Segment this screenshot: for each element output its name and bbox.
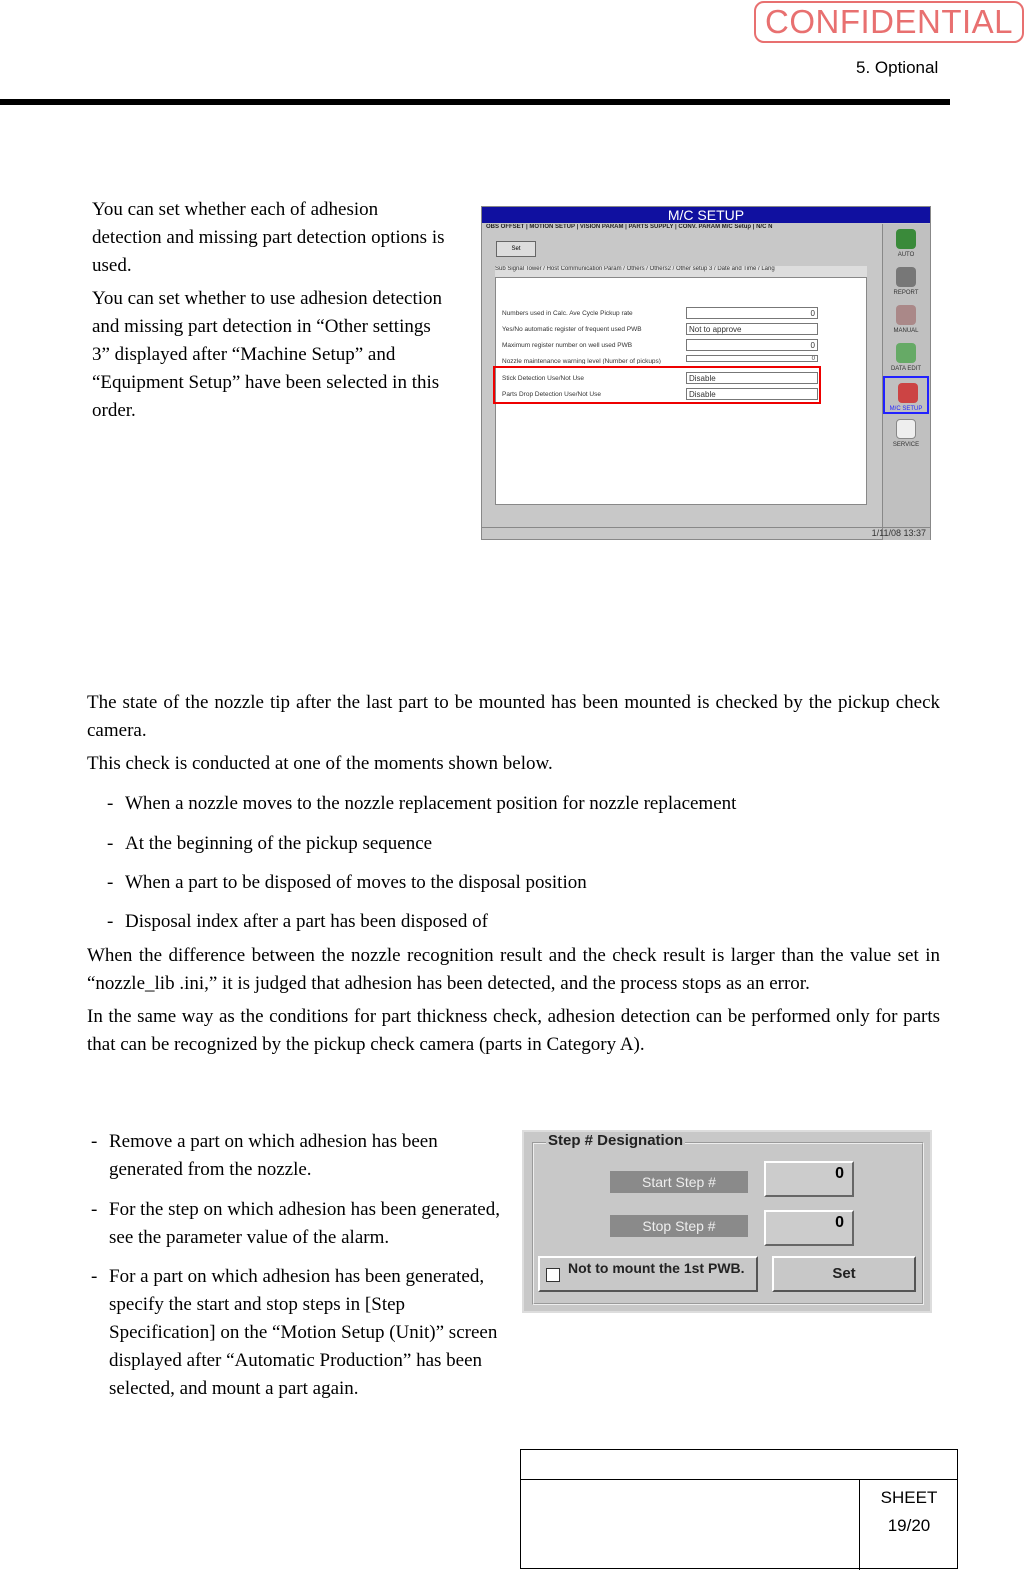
stop-step-value: 0 bbox=[764, 1210, 854, 1246]
set-button: Set bbox=[496, 241, 536, 257]
window-title: M/C SETUP bbox=[482, 207, 930, 223]
side-auto: AUTO bbox=[883, 224, 929, 262]
datetime: 1/11/08 13:37 bbox=[482, 527, 930, 540]
set-button: Set bbox=[772, 1256, 916, 1292]
setting-value: 0 bbox=[686, 339, 818, 351]
setting-value: 0 bbox=[686, 307, 818, 319]
side-mc-setup: M/C SETUP bbox=[883, 376, 929, 414]
setting-dropdown: Disable bbox=[686, 372, 818, 384]
list-item: - At the beginning of the pickup sequence bbox=[107, 833, 433, 854]
sheet-number: 19/20 bbox=[887, 1516, 931, 1535]
list-item: - Disposal index after a part has been disposed of bbox=[107, 911, 489, 932]
main-tabs: OBS OFFSET | MOTION SETUP | VISION PARAM | PARTS SUPPLY | CONV. PARAM M/C Setup | N/C N bbox=[486, 224, 773, 230]
start-step-value: 0 bbox=[764, 1161, 854, 1197]
body-paragraph-2: This check is conducted at one of the moments shown below. bbox=[87, 753, 553, 774]
confidential-stamp: CONFIDENTIAL bbox=[754, 1, 1024, 43]
mc-setup-screenshot bbox=[481, 206, 931, 540]
list-item: - When a part to be disposed of moves to the disposal position bbox=[107, 872, 587, 893]
setting-label: Numbers used in Calc. Ave Cycle Pickup rate bbox=[502, 310, 633, 317]
intro-paragraph-1: You can set whether each of adhesion detection and missing part detection options is used. bbox=[92, 199, 445, 276]
note-item: - Remove a part on which adhesion has been generated from the nozzle. bbox=[91, 1131, 438, 1180]
setting-label: Nozzle maintenance warning level (Number of pickups) bbox=[502, 358, 661, 364]
header-rule bbox=[0, 99, 950, 105]
side-report: REPORT bbox=[883, 262, 929, 300]
note-item: - For a part on which adhesion has been generated, specify the start and stop steps in [Step Specification] on the “Motion Setup (Unit)” screen displayed after “Automatic Production” has been selected, and mount a part again. bbox=[91, 1266, 498, 1399]
setting-label: Maximum register number on well used PWB bbox=[502, 342, 633, 349]
side-data-edit: DATA EDIT bbox=[883, 338, 929, 376]
side-manual: MANUAL bbox=[883, 300, 929, 338]
body-paragraph-3: When the difference between the nozzle recognition result and the check result is larger than the value set in “nozzle_lib .ini,” it is judged that adhesion has been detected, and the process stops as an error. bbox=[87, 945, 940, 994]
sheet-label: SHEET bbox=[880, 1488, 938, 1507]
stop-step-label: Stop Step # bbox=[610, 1215, 748, 1237]
body-paragraph-4: In the same way as the conditions for part thickness check, adhesion detection can be performed only for parts that can be recognized by the pickup check camera (parts in Category A). bbox=[87, 1006, 940, 1055]
step-designation-panel bbox=[522, 1130, 932, 1313]
intro-paragraph-2: You can set whether to use adhesion detection and missing part detection in “Other settings 3” displayed after “Machine Setup” and “Equipment Setup” have been selected in this order. bbox=[92, 288, 443, 421]
setting-label: Stick Detection Use/Not Use bbox=[502, 375, 585, 382]
setting-label: Parts Drop Detection Use/Not Use bbox=[502, 391, 601, 398]
section-title: 5. Optional bbox=[856, 58, 939, 77]
body-paragraph-1: The state of the nozzle tip after the last part to be mounted has been mounted is checked by the pickup check camera. bbox=[87, 692, 940, 741]
setting-dropdown: Not to approve bbox=[686, 323, 818, 335]
side-menu bbox=[882, 224, 930, 540]
list-item: - When a nozzle moves to the nozzle replacement position for nozzle replacement bbox=[107, 793, 737, 814]
not-mount-first-checkbox: Not to mount the 1st PWB. bbox=[538, 1256, 758, 1292]
note-item: - For the step on which adhesion has been generated, see the parameter value of the alarm. bbox=[91, 1199, 500, 1248]
setting-value: 0 bbox=[686, 355, 818, 362]
highlight-box bbox=[493, 366, 821, 404]
side-service: SERVICE bbox=[883, 414, 929, 452]
start-step-label: Start Step # bbox=[610, 1171, 748, 1193]
sub-tabs: Sub Signal Tower / Host Communication Param / Others / Others2 / Other setup 3 / Date and Time / Lang bbox=[495, 266, 867, 277]
panel-title: Step # Designation bbox=[548, 1132, 684, 1149]
checkbox-icon bbox=[546, 1268, 560, 1282]
setting-dropdown: Disable bbox=[686, 388, 818, 400]
footer-table bbox=[520, 1449, 958, 1569]
setting-label: Yes/No automatic register of frequent used PWB bbox=[502, 326, 642, 333]
